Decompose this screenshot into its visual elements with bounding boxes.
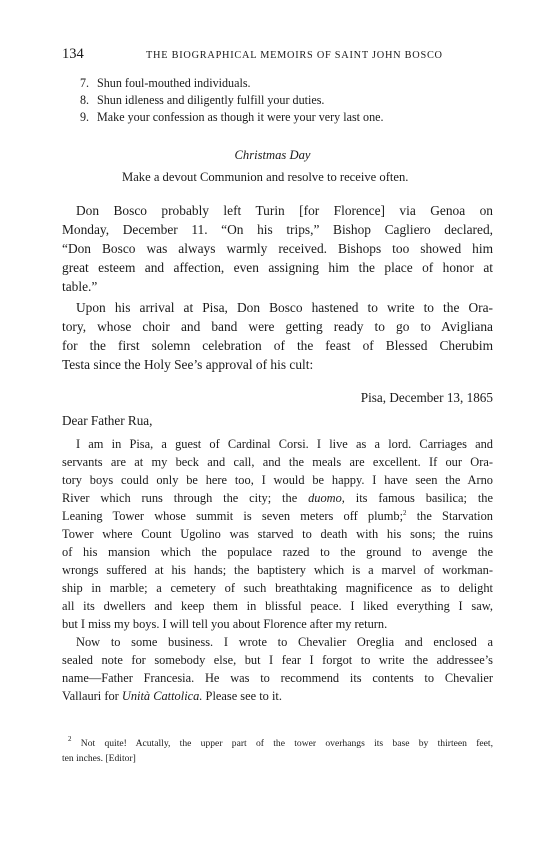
italic-term: duomo, [308, 491, 345, 505]
list-text: Shun idleness and diligently fulfill your duties. [97, 93, 325, 107]
list-item [80, 76, 251, 91]
footnote-line: ten inches. [Editor] [62, 753, 136, 764]
footnote-mark: 2 [68, 735, 72, 743]
letter-line: sealed note for somebody else, but I fear I forgot to write the addressee’s [62, 653, 493, 667]
letter-line: Tower where Count Ugolino was starved to death with his sons; the ruins [62, 527, 493, 541]
list-number: 8. [80, 93, 90, 107]
running-head: THE BIOGRAPHICAL MEMOIRS OF SAINT JOHN BOSCO [146, 50, 443, 61]
paragraph-line: “Don Bosco was always warmly received. Bishops too showed him [62, 241, 493, 256]
paragraph-line: Don Bosco probably left Turin [for Florence] via Genoa on [76, 203, 493, 218]
section-text: Make a devout Communion and resolve to receive often. [122, 170, 409, 184]
paragraph-line: table.” [62, 279, 98, 294]
letter-line: of his mansion which the populace razed to the ground to avenge the [62, 545, 493, 559]
letter-dateline: Pisa, December 13, 1865 [360, 390, 493, 405]
page-number: 134 [62, 46, 84, 62]
footnote-line: $^2$ Not quite! Acutally, the upper part of the tower overhangs its base by thirteen feet, [68, 735, 493, 749]
paragraph-line: Monday, December 11. “On his trips,” Bishop Cagliero declared, [62, 222, 493, 237]
letter-line: ship in marble; a cemetery of such breathtaking magnificence as to delight [62, 581, 493, 595]
paragraph-line: Upon his arrival at Pisa, Don Bosco hastened to write to the Ora- [76, 300, 493, 315]
letter-salutation: Dear Father Rua, [62, 413, 153, 428]
list-item [80, 93, 324, 108]
letter-line: Leaning Tower whose summit is seven meters off plumb;$^2$ the Starvation [62, 509, 493, 523]
section-subheading: Christmas Day [234, 148, 311, 162]
list-text: Make your confession as though it were your very last one. [97, 110, 384, 124]
letter-line: I am in Pisa, a guest of Cardinal Corsi. I live as a lord. Carriages and [76, 437, 493, 451]
list-text: Shun foul-mouthed individuals. [97, 76, 251, 90]
paragraph-line: great esteem and affection, even assigning him the place of honor at [62, 260, 493, 275]
letter-line: River which runs through the city; the duomo, its famous basilica; the [62, 491, 493, 505]
list-number: 9. [80, 110, 90, 124]
letter-line: but I miss my boys. I will tell you about Florence after my return. [62, 617, 388, 631]
list-number: 7. [80, 76, 90, 90]
list-item [80, 110, 384, 125]
letter-line: all its dwellers and keep them in blissful peace. I liked everything I saw, [62, 599, 493, 613]
paragraph-line: for the first solemn celebration of the feast of Blessed Cherubim [62, 338, 493, 353]
footnote-reference: 2 [403, 509, 407, 517]
letter-line: servants are at my beck and call, and the meals are excellent. If our Ora- [62, 455, 493, 469]
letter-line: Vallauri for Unità Cattolica. Please see to it. [62, 689, 282, 703]
letter-line: name—Father Francesia. He was to recommend its contents to Chevalier [62, 671, 493, 685]
paragraph-line: Testa since the Holy See’s approval of his cult: [62, 357, 314, 372]
paragraph-line: tory, whose choir and band were getting ready to go to Avigliana [62, 319, 493, 334]
italic-title: Unità Cattolica. [121, 689, 203, 703]
letter-line: Now to some business. I wrote to Chevalier Oreglia and enclosed a [76, 635, 493, 649]
letter-line: tory boys could only be here too, I would be happy. I have seen the Arno [62, 473, 493, 487]
letter-line: wrongs suffered at his hands; the baptistery which is a marvel of workman- [62, 563, 493, 577]
